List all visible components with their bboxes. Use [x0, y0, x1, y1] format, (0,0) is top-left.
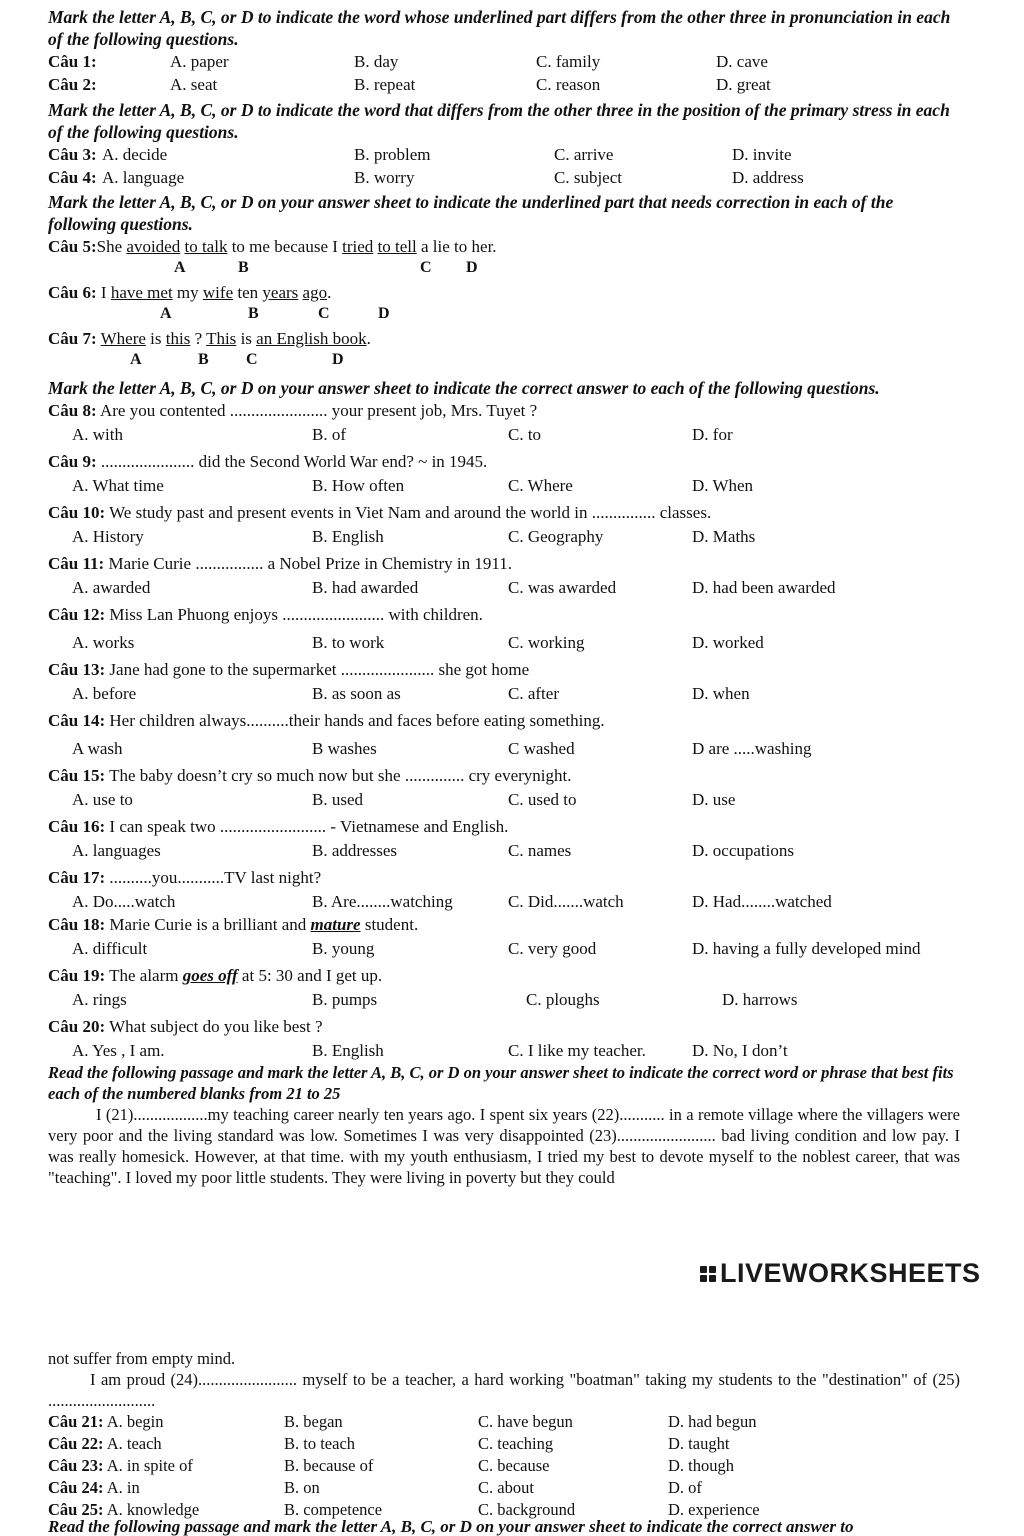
option-c[interactable]: C. background: [478, 1500, 576, 1519]
question-17: [48, 866, 960, 890]
options: [48, 890, 960, 913]
option-a[interactable]: A. What time: [72, 476, 164, 495]
option-b[interactable]: B. worry: [354, 168, 415, 187]
text: .: [366, 329, 371, 348]
question-number: Câu 24:: [48, 1478, 104, 1497]
options: [48, 1039, 960, 1062]
question-7: [48, 327, 960, 351]
option-b[interactable]: B. repeat: [354, 75, 416, 94]
question-stem: Jane had gone to the supermarket ...................... she got home: [105, 660, 530, 679]
option-b[interactable]: B washes: [312, 739, 377, 758]
option-b[interactable]: B. Are........watching: [312, 892, 453, 911]
text: student.: [360, 915, 419, 934]
option-a[interactable]: A. decide: [102, 145, 168, 164]
option-d[interactable]: D. When: [692, 476, 754, 495]
option-c[interactable]: C. reason: [536, 75, 601, 94]
option-d[interactable]: D. invite: [732, 145, 792, 164]
option-c[interactable]: C. Where: [508, 476, 573, 495]
option-c[interactable]: C. used to: [508, 790, 577, 809]
option-b[interactable]: B. of: [312, 425, 346, 444]
letter-c[interactable]: C: [420, 259, 432, 276]
option-d[interactable]: D. No, I don’t: [692, 1041, 788, 1060]
option-d[interactable]: D. worked: [692, 633, 764, 652]
letter-b[interactable]: B: [198, 351, 209, 368]
question-13: [48, 658, 960, 682]
option-c[interactable]: C. to: [508, 425, 542, 444]
question-stem: We study past and present events in Viet Nam and around the world in ............... classes.: [105, 503, 712, 522]
option-b[interactable]: B. to work: [312, 633, 385, 652]
option-a[interactable]: A. seat: [170, 75, 218, 94]
option-b[interactable]: B. How often: [312, 476, 405, 495]
option-c[interactable]: C washed: [508, 739, 575, 758]
option-d[interactable]: D. Had........watched: [692, 892, 832, 911]
question-number: Câu 14:: [48, 711, 106, 730]
question-number: Câu 5:: [48, 237, 97, 256]
option-b[interactable]: B. to teach: [284, 1434, 356, 1453]
underlined-d: to tell: [377, 237, 417, 256]
underlined-d: an English book: [256, 329, 367, 348]
question-stem: Marie Curie ................ a Nobel Prize in Chemistry in 1911.: [104, 554, 512, 573]
question-number: Câu 11:: [48, 554, 105, 573]
question-number: Câu 20:: [48, 1017, 106, 1036]
text: The alarm: [105, 966, 183, 985]
option-b[interactable]: B. began: [284, 1412, 343, 1431]
option-b[interactable]: B. young: [312, 939, 375, 958]
question-number: Câu 13:: [48, 660, 106, 679]
option-b[interactable]: B. problem: [354, 145, 431, 164]
question-24: [48, 1477, 960, 1499]
option-b[interactable]: B. English: [312, 527, 384, 546]
option-d[interactable]: D. for: [692, 425, 733, 444]
option-c[interactable]: C. about: [478, 1478, 534, 1497]
question-stem: ..........you...........TV last night?: [105, 868, 322, 887]
underlined-a: Where: [100, 329, 146, 348]
option-a[interactable]: A. difficult: [72, 939, 148, 958]
question-22: [48, 1433, 960, 1455]
option-a[interactable]: A. awarded: [72, 578, 151, 597]
option-a[interactable]: A. works: [72, 633, 135, 652]
option-a[interactable]: A. knowledge: [106, 1500, 200, 1519]
options: [48, 525, 960, 548]
letter-d[interactable]: D: [466, 259, 478, 276]
underlined-d: ago: [302, 283, 328, 302]
letter-d[interactable]: D: [378, 305, 390, 322]
passage-continued-paragraph: I am proud (24)........................ myself to be a teacher, a hard working "boatman" taking my students to the "destination" of (25) ..........................: [48, 1370, 960, 1410]
question-number: Câu 10:: [48, 503, 106, 522]
question-16: [48, 815, 960, 839]
option-c[interactable]: C. very good: [508, 939, 597, 958]
instruction-pronunciation: Mark the letter A, B, C, or D to indicate the word whose underlined part differs from the other three in pronunciation in each of the following questions.: [48, 7, 951, 49]
option-c[interactable]: C. teaching: [478, 1434, 554, 1453]
letter-d[interactable]: D: [332, 351, 344, 368]
option-a[interactable]: A. languages: [72, 841, 161, 860]
underlined-b: wife: [202, 283, 234, 302]
instruction-correct-answer: Mark the letter A, B, C, or D on your answer sheet to indicate the correct answer to each of the following questions.: [48, 378, 880, 398]
question-number: Câu 12:: [48, 605, 106, 624]
question-stem: Her children always..........their hands and faces before eating something.: [105, 711, 605, 730]
option-b[interactable]: B. day: [354, 52, 399, 71]
question-number: Câu 6:: [48, 283, 97, 302]
option-b[interactable]: B. competence: [284, 1500, 383, 1519]
option-d[interactable]: D. though: [668, 1456, 734, 1475]
question-12: [48, 603, 960, 627]
letter-c[interactable]: C: [318, 305, 330, 322]
option-d[interactable]: D. experience: [668, 1500, 760, 1519]
text: Marie Curie is a brilliant and: [105, 915, 311, 934]
options: [48, 423, 960, 446]
option-c[interactable]: C. family: [536, 52, 601, 71]
option-a[interactable]: A. in spite of: [106, 1456, 193, 1475]
cloze-questions: [48, 1411, 960, 1521]
logo-icon: [700, 1266, 716, 1282]
option-b[interactable]: B. because of: [284, 1456, 374, 1475]
letter-b[interactable]: B: [248, 305, 259, 322]
text: .: [327, 283, 332, 302]
option-b[interactable]: B. addresses: [312, 841, 397, 860]
option-c[interactable]: C. names: [508, 841, 572, 860]
question-5: [48, 235, 960, 259]
option-a[interactable]: A. in: [106, 1478, 140, 1497]
question-number: Câu 15:: [48, 766, 106, 785]
mcq-list: [48, 399, 960, 913]
option-a[interactable]: A. begin: [106, 1412, 164, 1431]
option-a[interactable]: A. before: [72, 684, 137, 703]
options: [48, 576, 960, 599]
text: ten: [233, 283, 263, 302]
option-d[interactable]: D. had been awarded: [692, 578, 836, 597]
question-3: [48, 143, 960, 166]
options: [48, 788, 960, 811]
text: my: [172, 283, 203, 302]
option-a[interactable]: A wash: [72, 739, 123, 758]
next-instruction-cutoff: Read the following passage and mark the letter A, B, C, or D on your answer sheet to indicate the correct answer to: [48, 1517, 854, 1536]
underlined-word: goes off: [182, 966, 238, 985]
question-number: Câu 17:: [48, 868, 106, 887]
logo-text: LIVEWORKSHEETS: [720, 1258, 981, 1288]
option-a[interactable]: A. History: [72, 527, 144, 546]
question-19: [48, 964, 960, 988]
question-number: Câu 4:: [48, 168, 97, 187]
underlined-b: to talk: [184, 237, 228, 256]
options: [48, 839, 960, 862]
option-c[interactable]: C. because: [478, 1456, 550, 1475]
underlined-c: This: [206, 329, 237, 348]
option-b[interactable]: B. had awarded: [312, 578, 419, 597]
option-c[interactable]: C. ploughs: [526, 990, 600, 1009]
option-c[interactable]: C. have begun: [478, 1412, 573, 1431]
question-number: Câu 7:: [48, 329, 97, 348]
question-number: Câu 19:: [48, 966, 106, 985]
question-number: Câu 3:: [48, 145, 97, 164]
options: [48, 737, 960, 760]
text: is: [236, 329, 257, 348]
option-d[interactable]: D. when: [692, 684, 750, 703]
answer-letters: [48, 305, 960, 327]
option-d[interactable]: D. address: [732, 168, 804, 187]
option-d[interactable]: D. of: [668, 1478, 702, 1497]
question-number: Câu 18:: [48, 915, 106, 934]
text: a lie to her.: [416, 237, 497, 256]
text: at 5: 30 and I get up.: [237, 966, 383, 985]
option-a[interactable]: A. Do.....watch: [72, 892, 176, 911]
question-stem: What subject do you like best ?: [105, 1017, 323, 1036]
question-10: [48, 501, 960, 525]
underlined-b: this: [165, 329, 191, 348]
passage-continued: [48, 1348, 960, 1521]
passage-text: I (21)..................my teaching career nearly ten years ago. I spent six years (22)........... in a remote village where the villagers were very poor and the living standard was low. Sometimes I was very disappointed (23)........................ bad living condition and low pay. I was really homesick. However, at that time. with my youth enthusiasm, I tried my best to devote myself to the noblest career, that was "teaching". I loved my poor little students. They were living in poverty but they could: [48, 1105, 960, 1187]
question-8: [48, 399, 960, 423]
option-b[interactable]: B. English: [312, 1041, 384, 1060]
options: [48, 937, 960, 960]
options: [48, 631, 960, 654]
question-15: [48, 764, 960, 788]
passage-continued-line: not suffer from empty mind.: [48, 1349, 236, 1368]
question-number: Câu 9:: [48, 452, 97, 471]
option-a[interactable]: A. paper: [170, 52, 229, 71]
letter-c[interactable]: C: [246, 351, 258, 368]
option-d[interactable]: D. Maths: [692, 527, 756, 546]
text: She: [96, 237, 127, 256]
option-a[interactable]: A. Yes , I am.: [72, 1041, 165, 1060]
underlined-a: have met: [110, 283, 173, 302]
question-1: [48, 50, 960, 73]
options: [48, 682, 960, 705]
question-stem: I can speak two ......................... - Vietnamese and English.: [105, 817, 509, 836]
options: [48, 474, 960, 497]
worksheet-page: [48, 6, 960, 1188]
option-c[interactable]: C. after: [508, 684, 559, 703]
option-d[interactable]: D. taught: [668, 1434, 730, 1453]
option-d[interactable]: D. occupations: [692, 841, 794, 860]
underlined-word: mature: [310, 915, 361, 934]
question-number: Câu 22:: [48, 1434, 104, 1453]
question-14: [48, 709, 960, 733]
question-number: Câu 23:: [48, 1456, 104, 1475]
text: I: [100, 283, 111, 302]
instruction-error-correction: Mark the letter A, B, C, or D on your answer sheet to indicate the underlined part that needs correction in each of the following questions.: [48, 192, 894, 234]
underlined-a: avoided: [126, 237, 181, 256]
answer-letters: [48, 351, 960, 373]
underlined-c: years: [262, 283, 299, 302]
question-number: Câu 2:: [48, 75, 97, 94]
letter-a[interactable]: A: [130, 351, 142, 368]
question-stem: Are you contented ....................... your present job, Mrs. Tuyet ?: [96, 401, 538, 420]
option-d[interactable]: D. cave: [716, 52, 768, 71]
instruction-stress: Mark the letter A, B, C, or D to indicate the word that differs from the other three in the position of the primary stress in each of the following questions.: [48, 100, 950, 142]
question-number: Câu 16:: [48, 817, 106, 836]
option-c[interactable]: C. arrive: [554, 145, 614, 164]
option-a[interactable]: A. language: [102, 168, 185, 187]
option-b[interactable]: B. used: [312, 790, 363, 809]
option-a[interactable]: A. rings: [72, 990, 127, 1009]
question-stem: The baby doesn’t cry so much now but she .............. cry everynight.: [105, 766, 572, 785]
question-stem: ...................... did the Second World War end? ~ in 1945.: [96, 452, 488, 471]
question-2: [48, 73, 960, 96]
option-b[interactable]: B. on: [284, 1478, 320, 1497]
options: [48, 988, 960, 1011]
question-4: [48, 166, 960, 189]
liveworksheets-logo: [700, 1258, 981, 1289]
option-b[interactable]: B. as soon as: [312, 684, 401, 703]
option-c[interactable]: C. Did.......watch: [508, 892, 624, 911]
option-d[interactable]: D. harrows: [722, 990, 798, 1009]
option-c[interactable]: C. was awarded: [508, 578, 617, 597]
question-number: Câu 25:: [48, 1500, 104, 1519]
question-18: [48, 913, 960, 937]
instruction-cloze: Read the following passage and mark the letter A, B, C, or D on your answer sheet to indicate the correct word or phrase that best fits each of the numbered blanks from 21 to 25: [48, 1063, 954, 1103]
question-number: Câu 21:: [48, 1412, 104, 1431]
option-c[interactable]: C. I like my teacher.: [508, 1041, 646, 1060]
question-number: Câu 1:: [48, 52, 97, 71]
option-d[interactable]: D. great: [716, 75, 771, 94]
option-d[interactable]: D. having a fully developed mind: [692, 939, 921, 958]
option-c[interactable]: C. subject: [554, 168, 622, 187]
text: to me because I: [227, 237, 343, 256]
question-21: [48, 1411, 960, 1433]
answer-letters: [48, 259, 960, 281]
option-c[interactable]: C. Geography: [508, 527, 604, 546]
underlined-c: tried: [342, 237, 374, 256]
letter-b[interactable]: B: [238, 259, 249, 276]
question-number: Câu 8:: [48, 401, 97, 420]
letter-a[interactable]: A: [174, 259, 186, 276]
text: is: [145, 329, 166, 348]
question-stem: Miss Lan Phuong enjoys ........................ with children.: [105, 605, 483, 624]
question-20: [48, 1015, 960, 1039]
option-d[interactable]: D. had begun: [668, 1412, 757, 1431]
option-d[interactable]: D. use: [692, 790, 736, 809]
option-a[interactable]: A. use to: [72, 790, 133, 809]
question-9: [48, 450, 960, 474]
letter-a[interactable]: A: [160, 305, 172, 322]
text: ?: [190, 329, 207, 348]
option-b[interactable]: B. pumps: [312, 990, 378, 1009]
option-a[interactable]: A. with: [72, 425, 123, 444]
option-d[interactable]: D are .....washing: [692, 739, 812, 758]
question-6: [48, 281, 960, 305]
option-c[interactable]: C. working: [508, 633, 585, 652]
option-a[interactable]: A. teach: [106, 1434, 162, 1453]
question-23: [48, 1455, 960, 1477]
question-11: [48, 552, 960, 576]
